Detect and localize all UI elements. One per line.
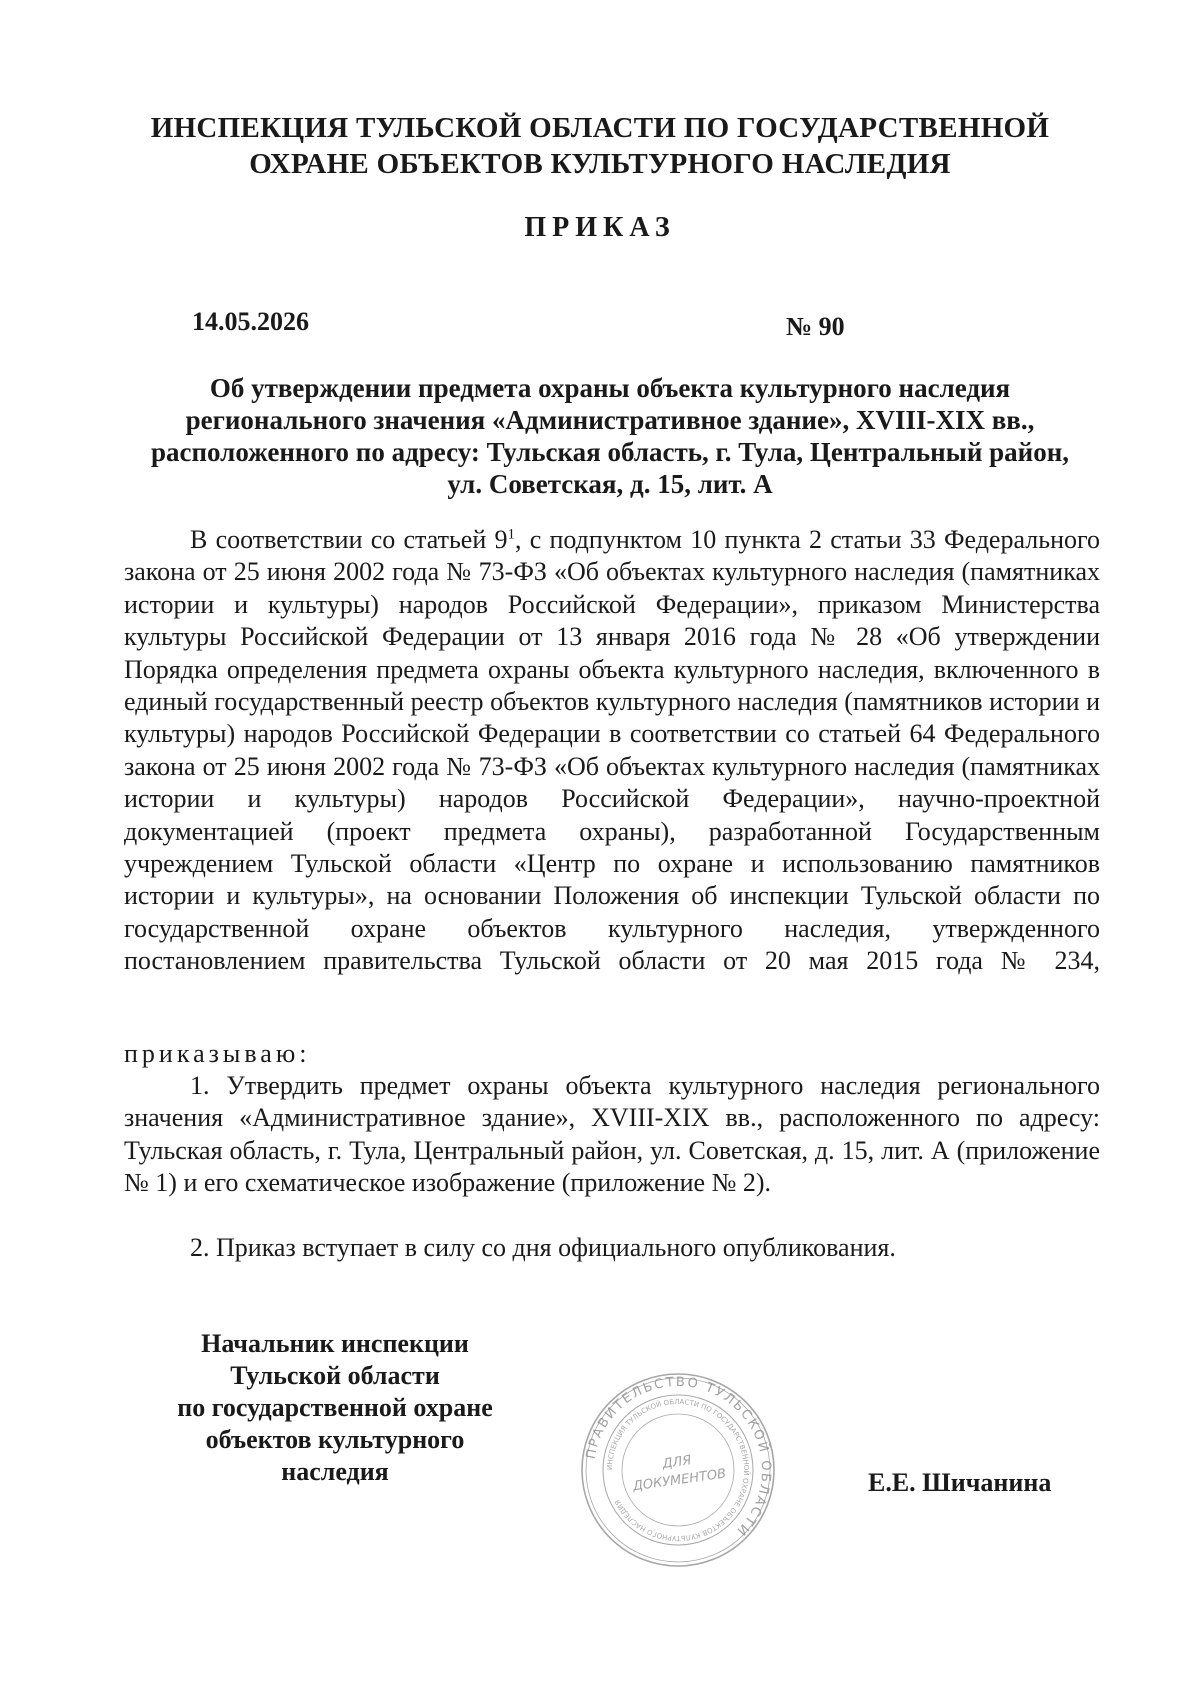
document-subject [120,372,1100,500]
issuer-header-line2: ОХРАНЕ ОБЪЕКТОВ КУЛЬТУРНОГО НАСЛЕДИЯ [249,148,951,180]
subject-line1: Об утверждении предмета охраны объекта культурного наследия [209,373,1011,403]
document-number: № 90 [786,312,845,341]
seal-outer-text: ПРАВИТЕЛЬСТВО ТУЛЬСКОЙ ОБЛАСТИ [583,1374,774,1540]
official-seal [578,1370,778,1570]
preamble-text-start: В соответствии со статьей 9 [190,525,508,554]
subject-line3: расположенного по адресу: Тульская область, г. Тула, Центральный район, [150,437,1070,467]
signer-position [150,1328,520,1488]
article-superscript: 1 [507,526,515,543]
subject-line4: ул. Советская, д. 15, лит. А [447,469,773,499]
order-item-1: 1. Утвердить предмет охраны объекта культурного наследия регионального значения «Административное здание», XVIII-XIX вв., расположенного по адресу: Тульская область, г. Тула, Центральный район, ул. Советская, д. 15, лит. А (приложение № 1) и его схематическое изображение (приложение № 2). [124,1071,1100,1198]
issuer-header [100,110,1100,182]
order-word: приказываю: [124,1039,311,1068]
signer-position-line1: Начальник инспекции [201,1329,469,1358]
document-date: 14.05.2026 [192,307,309,336]
signer-name: Е.Е. Шичанина [868,1468,1052,1497]
signer-position-line4: объектов культурного [205,1425,465,1454]
seal-center-line1: ДЛЯ [661,1453,693,1473]
signer-position-line2: Тульской области [230,1361,440,1390]
svg-text:ИНСПЕКЦИЯ ТУЛЬСКОЙ ОБЛАСТИ ПО [606,1398,751,1542]
issuer-header-line1: ИНСПЕКЦИЯ ТУЛЬСКОЙ ОБЛАСТИ ПО ГОСУДАРСТВЕННОЙ [150,112,1050,144]
subject-line2: регионального значения «Административное здание», XVIII-XIX вв., [185,405,1035,435]
seal-inner-text: ИНСПЕКЦИЯ ТУЛЬСКОЙ ОБЛАСТИ ПО ГОСУДАРСТВЕННОЙ ОХРАНЕ ОБЪЕКТОВ КУЛЬТУРНОГО НАСЛЕДИЯ [605,1397,751,1543]
signer-position-line3: по государственной охране [177,1393,493,1422]
order-item-2: 2. Приказ вступает в силу со дня официального опубликования. [190,1233,896,1262]
preamble-paragraph [124,524,1100,978]
document-type: ПРИКАЗ [524,212,676,243]
signer-position-line5: наследия [281,1457,389,1486]
preamble-text-rest: , с подпунктом 10 пункта 2 статьи 33 Федерального закона от 25 июня 2002 года № 73-ФЗ «Об объектах культурного наследия (памятниках истории и культуры) народов Российской Федерации», приказом Министерства культуры Российской Федерации от 13 января 2016 года № 28 «Об утверждении Порядка определения предмета охраны объекта культурного наследия, включенного в единый государственный реестр объектов культурного наследия (памятников истории и культуры) народов Российской Федерации в соответствии со статьей 64 Федерального закона от 25 июня 2002 года № 73-ФЗ «Об объектах культурного наследия (памятниках истории и культуры) народов Российской Федерации», научно-проектной документацией (проект предмета охраны), разработанной Государственным учреждением Тульской области «Центр по охране и использованию памятников истории и культуры», на основании Положения об инспекции Тульской области по государственной охране объектов культурного наследия, утвержденного постановлением правительства Тульской области от 20 мая 2015 года № 234, [124,525,1100,976]
seal-center-line2: ДОКУМЕНТОВ [631,1466,727,1495]
